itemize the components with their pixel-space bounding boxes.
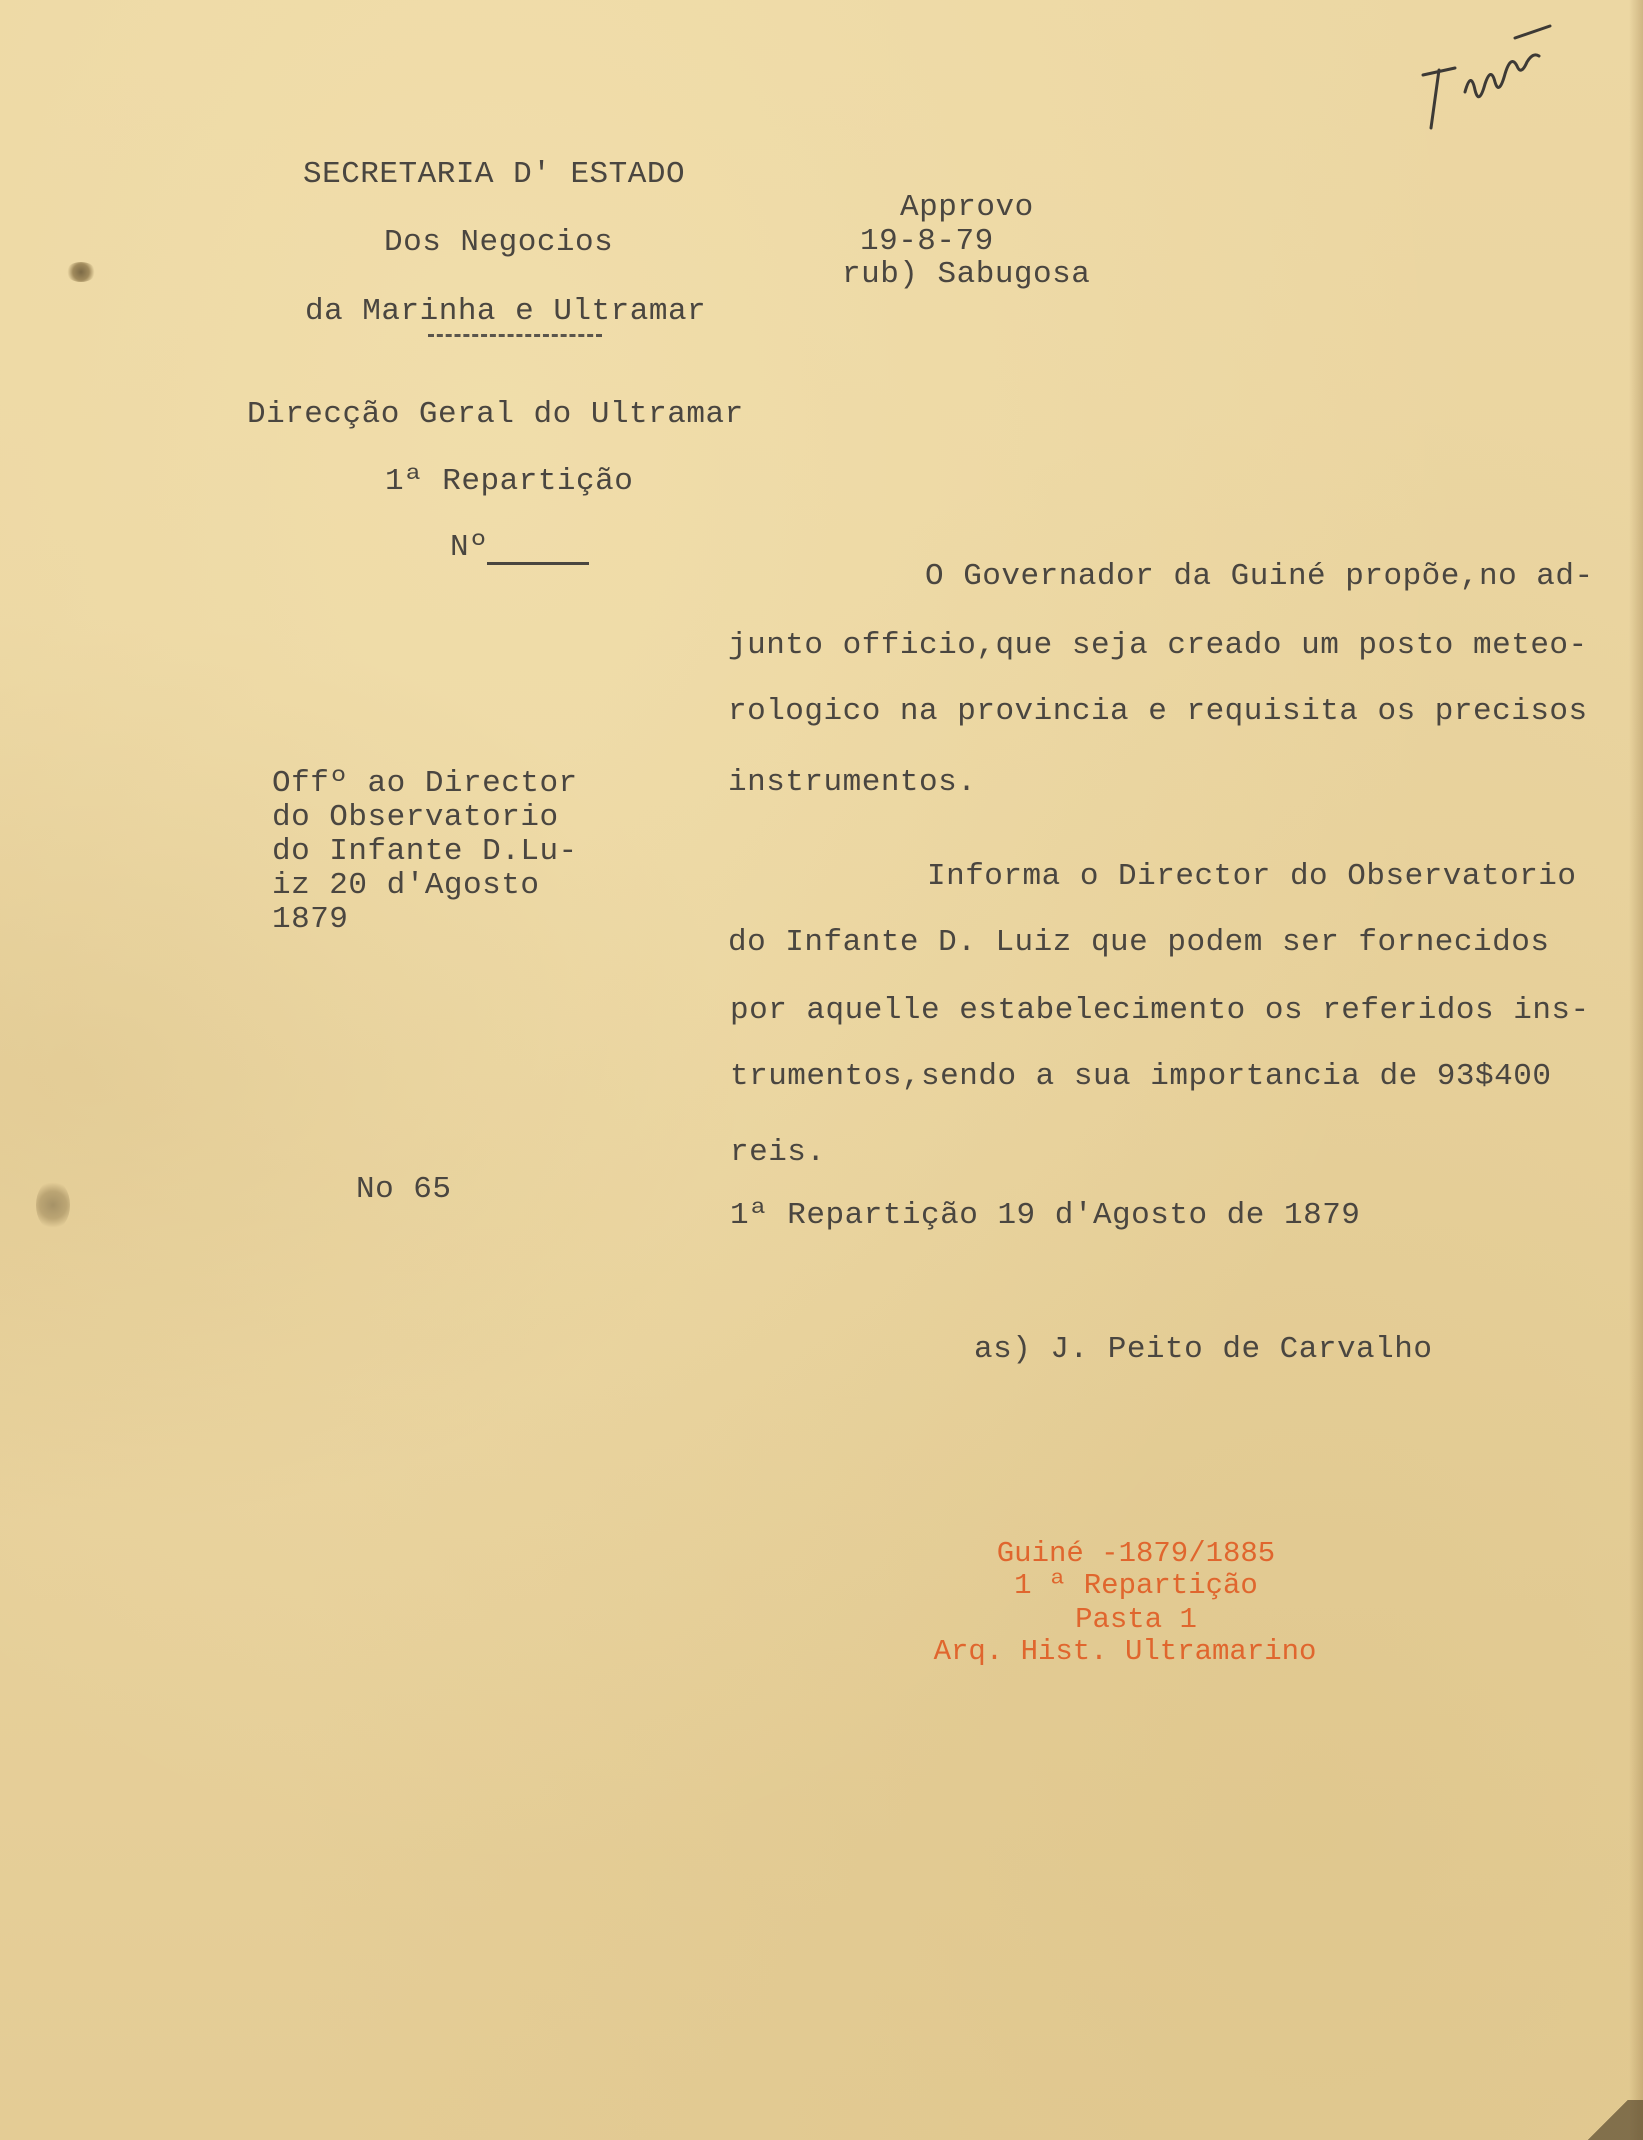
archive-stamp-line: Guiné -1879/1885	[996, 1537, 1276, 1570]
margin-note-line: do Infante D.Lu-	[272, 834, 578, 869]
header-direccao-geral: Direcção Geral do Ultramar	[247, 397, 744, 432]
margin-note-line: 1879	[272, 902, 349, 937]
approval-approvo: Approvo	[900, 190, 1034, 225]
body-line: instrumentos.	[728, 765, 977, 800]
punch-hole	[36, 1180, 70, 1230]
page-edge-shadow	[1629, 0, 1643, 2140]
margin-note-line: do Observatorio	[272, 800, 559, 835]
margin-note-line: iz 20 d'Agosto	[272, 868, 540, 903]
header-dashed-rule	[428, 334, 602, 337]
header-marinha-ultramar: da Marinha e Ultramar	[305, 294, 707, 329]
archive-stamp-line: 1 ª Repartição	[1014, 1569, 1258, 1602]
approval-date: 19-8-79	[860, 224, 994, 259]
approval-rubric: rub) Sabugosa	[842, 257, 1091, 292]
header-number-label: Nº	[450, 530, 489, 565]
body-line: por aquelle estabelecimento os referidos ins-	[730, 993, 1590, 1028]
date-line: 1ª Repartição 19 d'Agosto de 1879	[730, 1198, 1361, 1233]
signature-line: as) J. Peito de Carvalho	[974, 1332, 1433, 1367]
punch-hole	[66, 262, 96, 282]
body-line: trumentos,sendo a sua importancia de 93$400	[730, 1059, 1552, 1094]
body-line: O Governador da Guiné propõe,no ad-	[925, 559, 1594, 594]
body-line: rologico na provincia e requisita os precisos	[728, 694, 1588, 729]
corner-signature	[1395, 20, 1565, 140]
body-line: reis.	[730, 1135, 826, 1170]
number-blank-line	[487, 562, 589, 565]
archive-stamp-line: Pasta 1	[1075, 1603, 1197, 1636]
body-line: junto officio,que seja creado um posto meteo-	[728, 628, 1588, 663]
page-corner-fold	[1573, 2100, 1643, 2140]
margin-note-line: Offº ao Director	[272, 766, 578, 801]
body-line: Informa o Director do Observatorio	[927, 859, 1577, 894]
body-line: do Infante D. Luiz que podem ser fornecidos	[728, 925, 1550, 960]
archive-stamp-line: Arq. Hist. Ultramarino	[933, 1635, 1317, 1668]
header-secretaria: SECRETARIA D' ESTADO	[303, 157, 686, 192]
header-dos-negocios: Dos Negocios	[384, 225, 614, 260]
margin-number: No 65	[356, 1172, 452, 1207]
header-reparticao: 1ª Repartição	[385, 464, 634, 499]
